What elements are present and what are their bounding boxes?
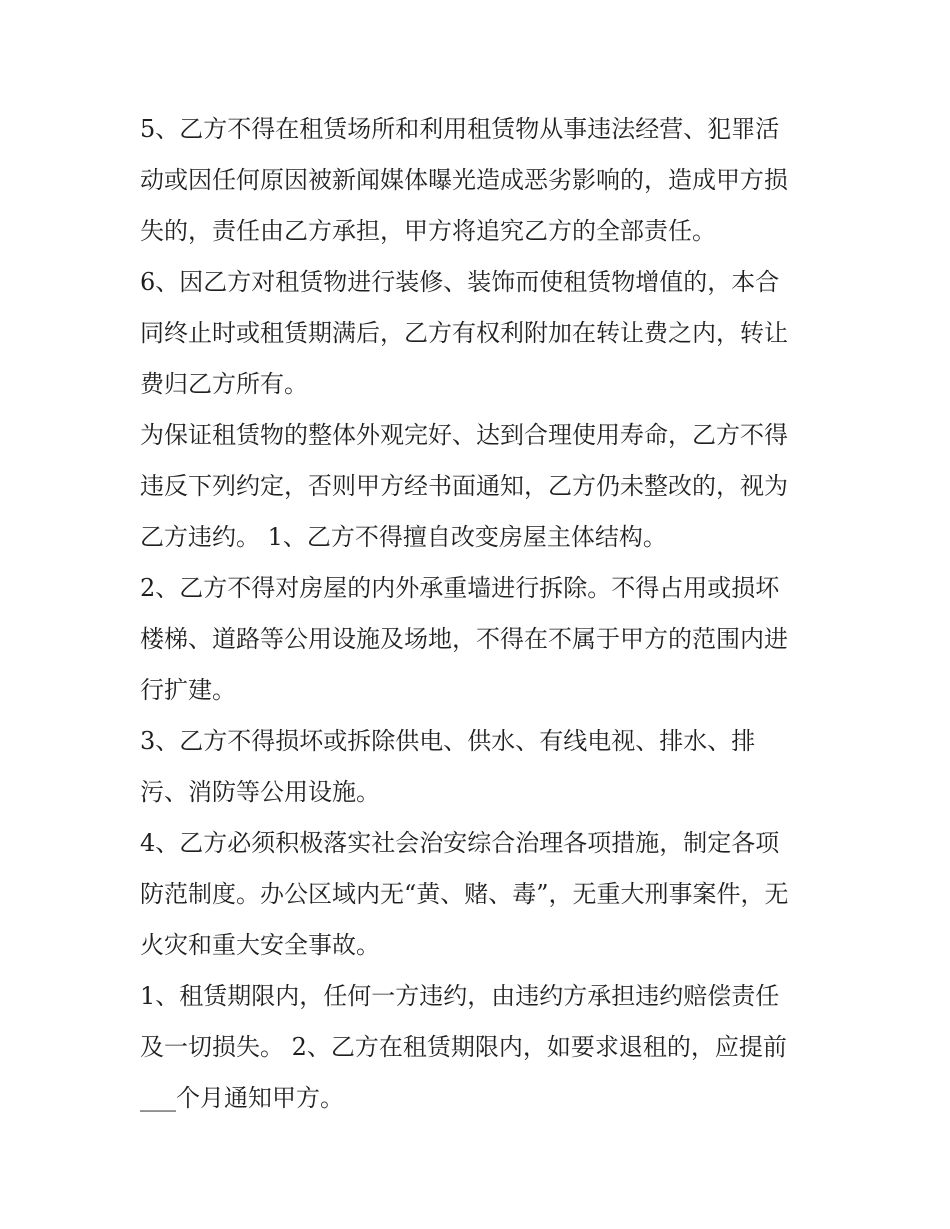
text-line: 5、乙方不得在租赁场所和利用租赁物从事违法经营、犯罪活 — [140, 115, 780, 143]
text-line: 失的，责任由乙方承担，甲方将追究乙方的全部责任。 — [140, 217, 716, 245]
text-line: 3、乙方不得损坏或拆除供电、供水、有线电视、排水、排 — [140, 727, 756, 755]
text-line: 楼梯、道路等公用设施及场地，不得在不属于甲方的范围内进 — [140, 625, 788, 653]
text-line: 4、乙方必须积极落实社会治安综合治理各项措施，制定各项 — [140, 829, 780, 857]
text-line: 2、乙方不得对房屋的内外承重墙进行拆除。不得占用或损坏 — [140, 574, 780, 602]
text-line: 行扩建。 — [140, 676, 236, 704]
text-line: 为保证租赁物的整体外观完好、达到合理使用寿命，乙方不得 — [140, 421, 788, 449]
text-line: 乙方违约。 1、乙方不得擅自改变房屋主体结构。 — [140, 523, 667, 551]
text-line: ___个月通知甲方。 — [140, 1084, 344, 1112]
contract-text — [140, 104, 820, 1124]
text-line: 火灾和重大安全事故。 — [140, 931, 380, 959]
text-line: 防范制度。办公区域内无“黄、赌、毒”，无重大刑事案件，无 — [140, 880, 789, 908]
text-line: 同终止时或租赁期满后，乙方有权利附加在转让费之内，转让 — [140, 319, 788, 347]
text-line: 动或因任何原因被新闻媒体曝光造成恶劣影响的，造成甲方损 — [140, 166, 788, 194]
text-line: 污、消防等公用设施。 — [140, 778, 380, 806]
text-line: 1、租赁期限内，任何一方违约，由违约方承担违约赔偿责任 — [140, 982, 780, 1010]
text-line: 违反下列约定，否则甲方经书面通知，乙方仍未整改的，视为 — [140, 472, 788, 500]
text-line: 费归乙方所有。 — [140, 370, 308, 398]
text-line: 6、因乙方对租赁物进行装修、装饰而使租赁物增值的，本合 — [140, 268, 780, 296]
text-line: 及一切损失。 2、乙方在租赁期限内，如要求退租的，应提前 — [140, 1033, 787, 1061]
